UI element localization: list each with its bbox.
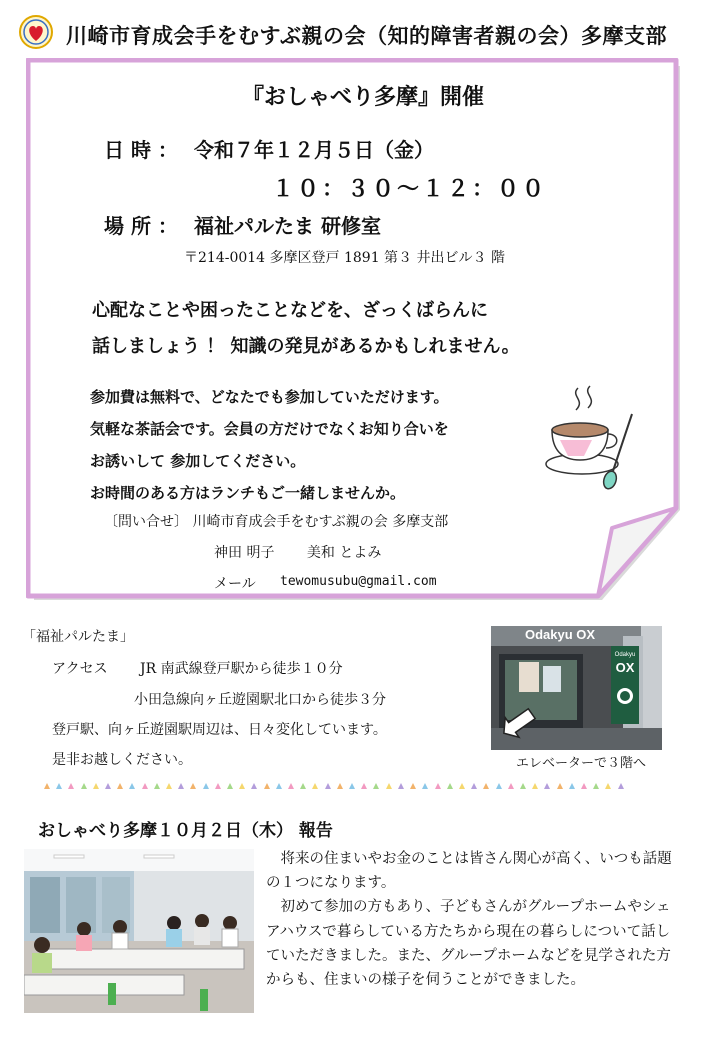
divider-triangle — [471, 783, 477, 789]
place-label: 場 所 ： — [104, 214, 178, 238]
photo-sign-top: Odakyu OX — [525, 627, 596, 642]
info-line-2: 気軽な茶話会です。会員の方だけでなくお知り合いを — [90, 420, 449, 438]
divider-triangle — [56, 783, 62, 789]
contact-line: 〔問い合せ〕 川崎市育成会手をむすぶ親の会 多摩支部 — [104, 514, 449, 530]
divider-triangle — [264, 783, 270, 789]
divider-triangle — [105, 783, 111, 789]
divider-triangle — [410, 783, 416, 789]
divider-triangle — [593, 783, 599, 789]
photo-sign-panel-brand: Odakyu — [614, 652, 636, 658]
divider-triangle — [251, 783, 257, 789]
divider-triangle — [496, 783, 502, 789]
divider-triangle — [190, 783, 196, 789]
divider-triangle — [508, 783, 514, 789]
event-flyer — [26, 58, 684, 602]
datetime-label: 日 時 ： — [104, 138, 178, 162]
divider-triangle — [215, 783, 221, 789]
access-jr: JR 南武線登戸駅から徒歩１０分 — [140, 661, 343, 677]
event-time: １０：３０～１２：００ — [272, 176, 548, 202]
divider-triangle — [178, 783, 184, 789]
event-date: 令和７年１２月５日（金） — [194, 138, 434, 162]
report-paragraph-2: 初めて参加の方もあり、子どもさんがグループホームやシェアハウスで暮らしている方たちから現在の暮らしについて話していただきました。また、グループホームなどを見学された方からも、住まいの様子を伺うことができました。 — [266, 899, 671, 989]
divider-triangle — [349, 783, 355, 789]
divider-triangle — [276, 783, 282, 789]
divider-triangle — [386, 783, 392, 789]
report-paragraph-1: 将来の住まいやお金のことは皆さん関心が高く、いつも話題の１つになります。 — [266, 851, 672, 892]
divider-triangle — [288, 783, 294, 789]
divider-triangle — [459, 783, 465, 789]
message-line-1: 心配なことや困ったことなどを、ざっくばらんに — [92, 300, 488, 321]
divider-triangle — [312, 783, 318, 789]
divider-triangle — [93, 783, 99, 789]
access-note-2: 是非お越しください。 — [52, 752, 192, 768]
report-body — [266, 847, 678, 992]
divider-triangle — [605, 783, 611, 789]
report-title: おしゃべり多摩１０月２日（木） 報告 — [38, 821, 333, 841]
info-line-4: お時間のある方はランチもご一緒しませんか。 — [90, 484, 406, 502]
info-line-1: 参加費は無料で、どなたでも参加していただけます。 — [90, 388, 449, 406]
event-title: 『おしゃべり多摩』開催 — [242, 84, 485, 110]
divider-triangle — [129, 783, 135, 789]
divider-triangle — [373, 783, 379, 789]
divider-triangle — [422, 783, 428, 789]
divider-triangle — [44, 783, 50, 789]
photo-sign-panel-ox: OX — [615, 660, 635, 675]
access-note-1: 登戸駅、向ヶ丘遊園駅周辺は、日々変化しています。 — [52, 722, 387, 738]
heart-hands-logo-icon — [18, 14, 54, 50]
divider-triangle — [81, 783, 87, 789]
access-place-name: 「福祉パルたま」 — [22, 629, 134, 645]
divider-triangle — [239, 783, 245, 789]
divider-triangle — [300, 783, 306, 789]
station-photo — [491, 626, 662, 750]
divider-triangle — [520, 783, 526, 789]
divider-triangle — [203, 783, 209, 789]
email-label: メール — [214, 576, 256, 592]
divider-triangle — [618, 783, 624, 789]
divider-triangle — [398, 783, 404, 789]
decorative-divider — [44, 783, 624, 791]
divider-triangle — [557, 783, 563, 789]
divider-triangle — [435, 783, 441, 789]
event-address: 〒214-0014 多摩区登戸 1891 第３ 井出ビル３ 階 — [184, 250, 505, 266]
divider-triangle — [361, 783, 367, 789]
divider-triangle — [227, 783, 233, 789]
divider-triangle — [483, 783, 489, 789]
divider-triangle — [337, 783, 343, 789]
org-title: 川崎市育成会手をむすぶ親の会（知的障害者親の会）多摩支部 — [66, 23, 667, 48]
divider-triangle — [142, 783, 148, 789]
event-place: 福祉パルたま 研修室 — [194, 214, 381, 238]
divider-triangle — [154, 783, 160, 789]
divider-triangle — [68, 783, 74, 789]
divider-triangle — [581, 783, 587, 789]
info-line-3: お誘いして 参加してください。 — [90, 452, 306, 470]
contact-email[interactable]: tewomusubu@gmail.com — [280, 574, 437, 589]
access-label: アクセス — [52, 661, 108, 677]
photo-caption: エレベーターで３階へ — [516, 756, 647, 771]
meeting-photo — [24, 849, 254, 1013]
divider-triangle — [117, 783, 123, 789]
divider-triangle — [544, 783, 550, 789]
divider-triangle — [325, 783, 331, 789]
divider-triangle — [569, 783, 575, 789]
message-line-2: 話しましょう ！ 知識の発見があるかもしれません。 — [92, 336, 520, 357]
access-odakyu: 小田急線向ヶ丘遊園駅北口から徒歩３分 — [134, 692, 386, 708]
contact-names: 神田 明子 美和 とよみ — [214, 545, 382, 561]
divider-triangle — [166, 783, 172, 789]
divider-triangle — [532, 783, 538, 789]
divider-triangle — [447, 783, 453, 789]
